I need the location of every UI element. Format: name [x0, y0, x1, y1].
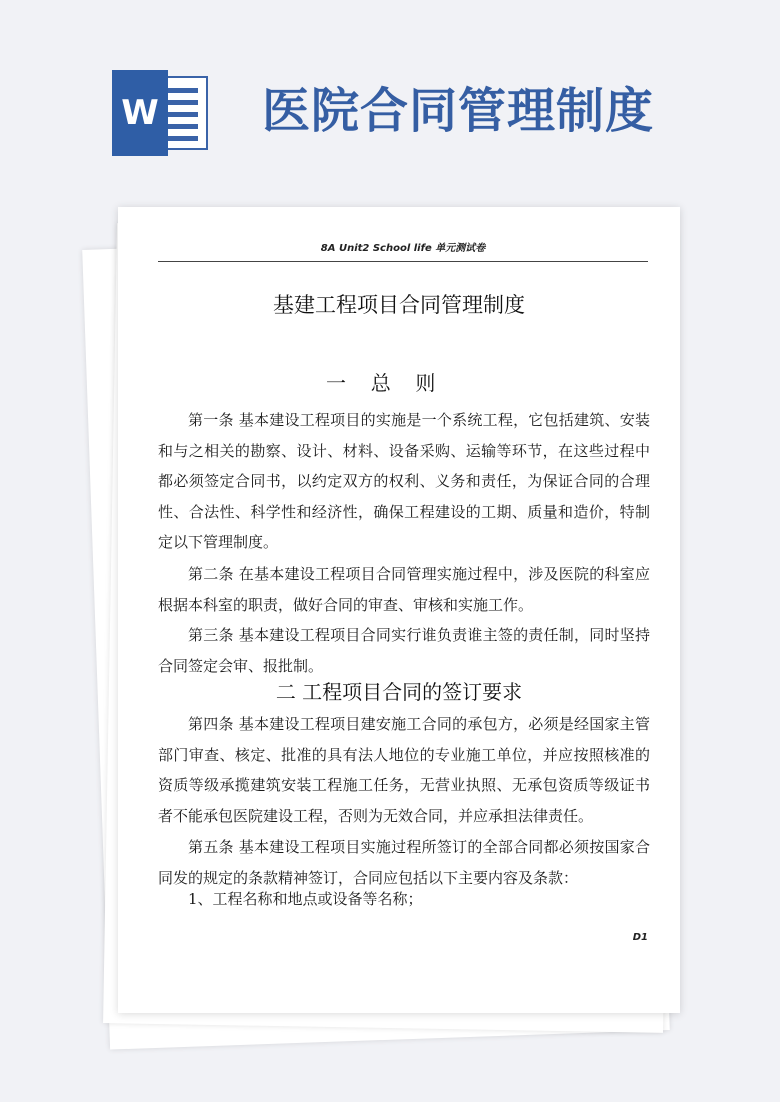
list-item-1: 1、工程名称和地点或设备等名称； — [188, 890, 423, 908]
banner-title: 医院合同管理制度 — [262, 83, 655, 139]
logo-letter: W — [112, 70, 168, 156]
banner — [0, 0, 780, 190]
word-document-icon — [112, 70, 208, 156]
section-heading-2: 二 工程项目合同的签订要求 — [275, 680, 523, 704]
page-number: D1 — [632, 932, 648, 943]
paragraph-3: 第三条 基本建设工程项目合同实行谁负责谁主签的责任制，同时坚持合同签定会审、报批制。 — [158, 626, 650, 675]
running-head: 8A Unit2 School life 单元测试卷 — [320, 243, 486, 254]
section-heading-1: 一 总 则 — [326, 371, 440, 395]
document-page — [118, 207, 680, 1013]
document-title: 基建工程项目合同管理制度 — [273, 293, 525, 317]
paragraph-5: 第五条 基本建设工程项目实施过程所签订的全部合同都必须按国家合同发的规定的条款精神签订，合同应包括以下主要内容及条款： — [158, 838, 650, 887]
paragraph-4: 第四条 基本建设工程项目建安施工合同的承包方，必须是经国家主管部门审查、核定、批准的具有法人地位的专业施工单位，并应按照核准的资质等级承揽建筑安装工程施工任务，无营业执照、无承包资质等级证书者不能承包医院建设工程，否则为无效合同，并应承担法律责任。 — [158, 715, 650, 825]
paragraph-2: 第二条 在基本建设工程项目合同管理实施过程中，涉及医院的科室应根据本科室的职责，做好合同的审查、审核和实施工作。 — [158, 565, 650, 614]
paragraph-1: 第一条 基本建设工程项目的实施是一个系统工程，它包括建筑、安装和与之相关的勘察、设计、材料、设备采购、运输等环节，在这些过程中都必须签定合同书，以约定双方的权利、义务和责任，为保证合同的合理性、合法性、科学性和经济性，确保工程建设的工期、质量和造价，特制定以下管理制度。 — [158, 411, 650, 551]
header-rule — [158, 261, 648, 262]
